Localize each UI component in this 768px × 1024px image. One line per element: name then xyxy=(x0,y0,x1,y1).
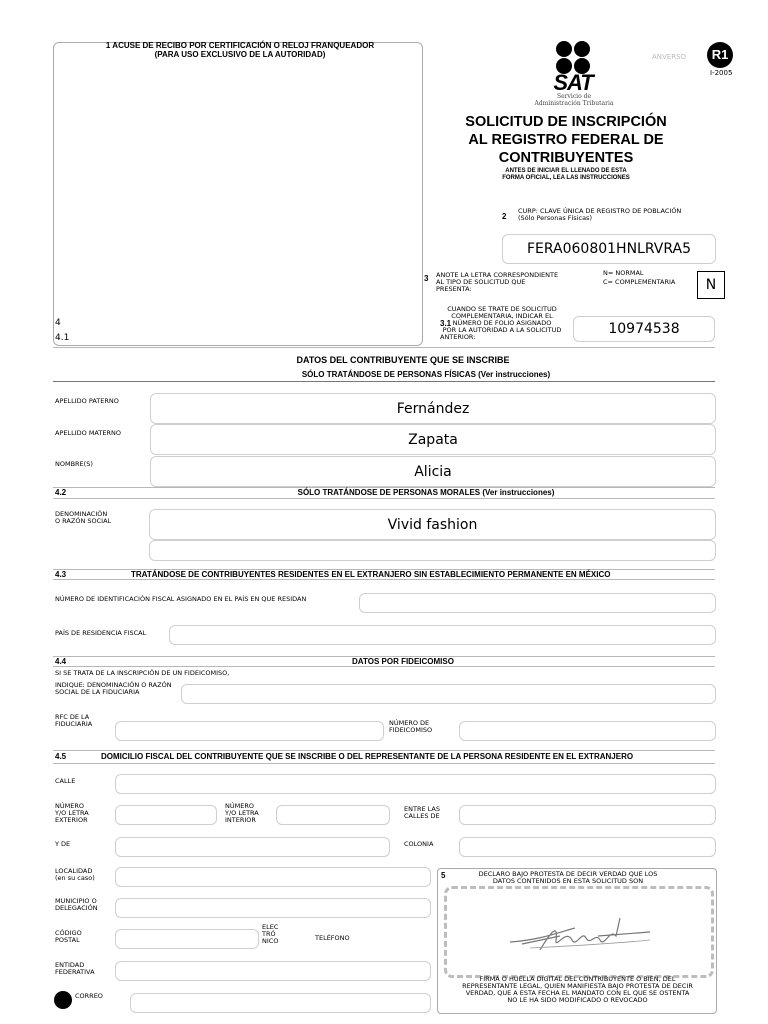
anverso-label: ANVERSO xyxy=(652,53,687,61)
tipo-label-line2: AL TIPO DE SOLICITUD QUE xyxy=(436,278,526,286)
id-fiscal-field[interactable] xyxy=(359,593,716,613)
numero-fideicomiso-label xyxy=(389,720,432,734)
tipo-field[interactable]: N xyxy=(697,271,725,299)
acuse-box xyxy=(53,42,423,346)
localidad-label xyxy=(55,868,95,882)
firma-caption xyxy=(440,976,715,1004)
note-line2: FORMA OFICIAL, LEA LAS INSTRUCCIONES xyxy=(502,175,630,181)
municipio-label xyxy=(55,898,98,912)
divider xyxy=(53,381,715,382)
curp-label xyxy=(518,208,718,222)
firma-caption-line3: VERDAD, QUE A ESTA FECHA EL MANDATO CON EL QUE SE OSTENTA xyxy=(465,989,690,997)
section-number: 1 xyxy=(105,41,111,50)
firma-caption-line2: REPRESENTANTE LEGAL, QUIEN MANIFIESTA BAJO PROTESTA DE DECIR xyxy=(462,982,693,990)
sat-logo-subtitle xyxy=(520,93,628,107)
apellido-paterno-field[interactable] xyxy=(150,393,716,424)
nombre-label: NOMBRE(S) xyxy=(55,460,93,468)
pais-residencia-label: PAÍS DE RESIDENCIA FISCAL xyxy=(55,629,147,637)
entre-line2: CALLES DE xyxy=(404,812,440,820)
num-int-line1: NÚMERO xyxy=(225,802,254,810)
id-fiscal-label: NÚMERO DE IDENTIFICACIÓN FISCAL ASIGNADO EN EL PAÍS EN QUE RESIDAN xyxy=(55,595,307,603)
y-de-label: Y DE xyxy=(55,840,71,848)
tipo-option-normal: N= NORMAL xyxy=(603,269,644,277)
title-line1: SOLICITUD DE INSCRIPCIÓN xyxy=(465,114,667,130)
cp-line1: CÓDIGO xyxy=(55,929,82,937)
folio-label xyxy=(432,306,572,341)
num-int-line2: Y/O LETRA xyxy=(225,809,259,817)
extranjero-title: TRATÁNDOSE DE CONTRIBUYENTES RESIDENTES EN EL EXTRANJERO SIN ESTABLECIMIENTO PERMANENTE EN MÉXICO xyxy=(131,570,611,579)
rfc-line1: RFC DE LA xyxy=(55,713,90,721)
instructions-note xyxy=(440,168,692,182)
entre-calles-field[interactable] xyxy=(459,805,716,825)
municipio-field[interactable] xyxy=(115,898,431,918)
razon-social-field[interactable] xyxy=(149,509,716,540)
folio-value: 10974538 xyxy=(608,321,680,337)
num-ext-line1: NÚMERO xyxy=(55,802,84,810)
numero-interior-field[interactable] xyxy=(276,805,390,825)
elec-line1: ELEC xyxy=(262,923,279,931)
section-number-4-3: 4.3 xyxy=(55,570,67,579)
municipio-line1: MUNICIPIO O xyxy=(55,897,97,905)
colonia-label: COLONIA xyxy=(404,840,434,848)
razon-social-label-line2: O RAZÓN SOCIAL xyxy=(55,517,112,525)
entidad-line1: ENTIDAD xyxy=(55,961,85,969)
tipo-option-complementaria: C= COMPLEMENTARIA xyxy=(603,278,676,286)
numero-exterior-field[interactable] xyxy=(115,805,217,825)
divider xyxy=(53,666,715,667)
apellido-materno-field[interactable] xyxy=(150,424,716,455)
pais-residencia-field[interactable] xyxy=(169,625,716,645)
codigo-postal-label xyxy=(55,930,82,944)
fideicomiso-line1: SI SE TRATA DE LA INSCRIPCIÓN DE UN FIDEICOMISO, xyxy=(55,669,230,677)
section-number-4: 4 xyxy=(55,318,61,328)
firma-caption-line4: NO LE HA SIDO MODIFICADO O REVOCADO xyxy=(507,996,648,1004)
declaracion-line1: DECLARO BAJO PROTESTA DE DECIR VERDAD QUE LOS xyxy=(478,870,658,878)
datos-title: DATOS DEL CONTRIBUYENTE QUE SE INSCRIBE xyxy=(296,355,510,365)
num-fideicomiso-line1: NÚMERO DE xyxy=(389,719,430,727)
correo-field[interactable] xyxy=(130,993,431,1013)
tipo-label-line1: ANOTE LA LETRA CORRESPONDIENTE xyxy=(436,271,559,279)
title-line2: AL REGISTRO FEDERAL DE xyxy=(468,132,664,148)
entidad-federativa-field[interactable] xyxy=(115,961,431,981)
title-line3: CONTRIBUYENTES xyxy=(498,150,634,166)
elec-line3: NICO xyxy=(262,937,279,945)
note-line1: ANTES DE INICIAR EL LLENADO DE ESTA xyxy=(505,168,627,174)
localidad-line1: LOCALIDAD xyxy=(55,867,93,875)
rfc-line2: FIDUCIARIA xyxy=(55,720,93,728)
apellido-materno-label: APELLIDO MATERNO xyxy=(55,429,121,437)
razon-social-value: Vivid fashion xyxy=(387,516,478,533)
folio-label-line4: POR LA AUTORIDAD A LA SOLICITUD xyxy=(442,326,562,334)
morales-title: SÓLO TRATÁNDOSE DE PERSONAS MORALES (Ver instrucciones) xyxy=(297,488,555,497)
nombre-value: Alicia xyxy=(414,463,452,480)
nombre-field[interactable] xyxy=(150,456,716,487)
form-title xyxy=(440,113,692,167)
datos-subtitle: SÓLO TRATÁNDOSE DE PERSONAS FÍSICAS (Ver instrucciones) xyxy=(301,370,551,379)
divider xyxy=(53,347,715,348)
curp-label-line2: (Sólo Personas Físicas) xyxy=(518,214,592,222)
num-int-line3: INTERIOR xyxy=(225,816,256,824)
num-ext-line3: EXTERIOR xyxy=(55,816,88,824)
form-year: I-2005 xyxy=(710,69,733,77)
signature-image xyxy=(500,910,660,960)
num-ext-line2: Y/O LETRA xyxy=(55,809,89,817)
razon-social-label-line1: DENOMINACIÓN xyxy=(55,510,108,518)
divider xyxy=(53,763,715,764)
domicilio-title: DOMICILIO FISCAL DEL CONTRIBUYENTE QUE SE INSCRIBE O DEL REPRESENTANTE DE LA PERSONA RESIDENTE EN EL EXTRANJERO xyxy=(101,752,634,761)
divider xyxy=(53,579,715,580)
folio-field[interactable] xyxy=(573,316,715,342)
electronico-label xyxy=(262,924,278,945)
calle-label: CALLE xyxy=(55,777,76,785)
tipo-options xyxy=(603,270,698,286)
municipio-line2: DELEGACIÓN xyxy=(55,904,98,912)
num-fideicomiso-line2: FIDEICOMISO xyxy=(389,726,433,734)
section-number-3: 3 xyxy=(424,274,429,283)
rfc-fiduciaria-label xyxy=(55,714,92,728)
tipo-label xyxy=(436,272,586,293)
folio-label-line1: CUANDO SE TRATE DE SOLICITUD xyxy=(447,305,557,313)
logo-sub2: Administración Tributaria xyxy=(534,100,614,107)
folio-label-line3: NÚMERO DE FOLIO ASIGNADO xyxy=(452,319,552,327)
registration-mark-icon xyxy=(54,991,72,1009)
section-number-2: 2 xyxy=(502,212,507,221)
colonia-field[interactable] xyxy=(459,837,716,857)
fideicomiso-line3: SOCIAL DE LA FIDUCIARIA xyxy=(55,688,140,696)
section-number-4-4: 4.4 xyxy=(55,657,67,666)
section-number-4-5: 4.5 xyxy=(55,752,67,761)
razon-social-field-2[interactable] xyxy=(149,540,716,561)
numero-interior-label xyxy=(225,803,259,824)
acuse-title xyxy=(80,41,400,59)
folio-label-line5: ANTERIOR: xyxy=(440,333,476,341)
divider xyxy=(53,498,715,499)
numero-exterior-label xyxy=(55,803,89,824)
rfc-fiduciaria-field[interactable] xyxy=(115,721,384,741)
entidad-federativa-label xyxy=(55,962,95,976)
tipo-label-line3: PRESENTA: xyxy=(436,285,472,293)
fideicomiso-title: DATOS POR FIDEICOMISO xyxy=(352,657,454,666)
calle-field[interactable] xyxy=(115,774,716,794)
declaracion-line2: DATOS CONTENIDOS EN ESTA SOLICITUD SON xyxy=(492,877,644,885)
localidad-field[interactable] xyxy=(115,867,431,887)
curp-label-line1: CURP: CLAVE ÚNICA DE REGISTRO DE POBLACIÓN xyxy=(518,207,682,215)
telefono-label: TELÉFONO xyxy=(315,934,350,942)
section-number-5: 5 xyxy=(441,871,446,880)
section-number-3-1: 3.1 xyxy=(440,319,452,328)
apellido-materno-value: Zapata xyxy=(408,431,458,448)
razon-social-label xyxy=(55,511,111,525)
fiduciaria-field[interactable] xyxy=(181,684,716,704)
divider xyxy=(53,750,715,751)
acuse-title-line1: ACUSE DE RECIBO POR CERTIFICACIÓN O RELOJ FRANQUEADOR xyxy=(112,41,375,50)
form-code-badge: R1 xyxy=(707,42,733,68)
sat-logo-text: SAT xyxy=(553,70,593,95)
cp-line2: POSTAL xyxy=(55,936,80,944)
firma-caption-line1: FIRMA O HUELLA DIGITAL DEL CONTRIBUYENTE O BIEN, DEL xyxy=(479,975,676,983)
section-number-4-1: 4.1 xyxy=(55,333,70,343)
logo-sub1: Servicio de xyxy=(556,93,592,100)
acuse-title-line2: (PARA USO EXCLUSIVO DE LA AUTORIDAD) xyxy=(154,50,326,59)
y-de-field[interactable] xyxy=(115,837,390,857)
elec-line2: TRÓ xyxy=(262,930,276,938)
section-number-4-2: 4.2 xyxy=(55,488,67,497)
correo-label: CORREO xyxy=(75,992,103,1000)
fideicomiso-line2: INDIQUE: DENOMINACIÓN O RAZÓN xyxy=(55,681,172,689)
entidad-line2: FEDERATIVA xyxy=(55,968,95,976)
curp-field[interactable] xyxy=(502,234,716,264)
numero-fideicomiso-field[interactable] xyxy=(459,721,716,741)
apellido-paterno-value: Fernández xyxy=(396,400,470,417)
entre-calles-label xyxy=(404,806,440,820)
declaracion-text xyxy=(448,871,688,885)
folio-label-line2: COMPLEMENTARIA, INDICAR EL xyxy=(451,312,553,320)
curp-value: FERA060801HNLRVRA5 xyxy=(526,241,692,257)
localidad-line2: (en su caso) xyxy=(55,874,95,882)
entre-line1: ENTRE LAS xyxy=(404,805,440,813)
codigo-postal-field[interactable] xyxy=(115,929,259,949)
apellido-paterno-label: APELLIDO PATERNO xyxy=(55,397,119,405)
